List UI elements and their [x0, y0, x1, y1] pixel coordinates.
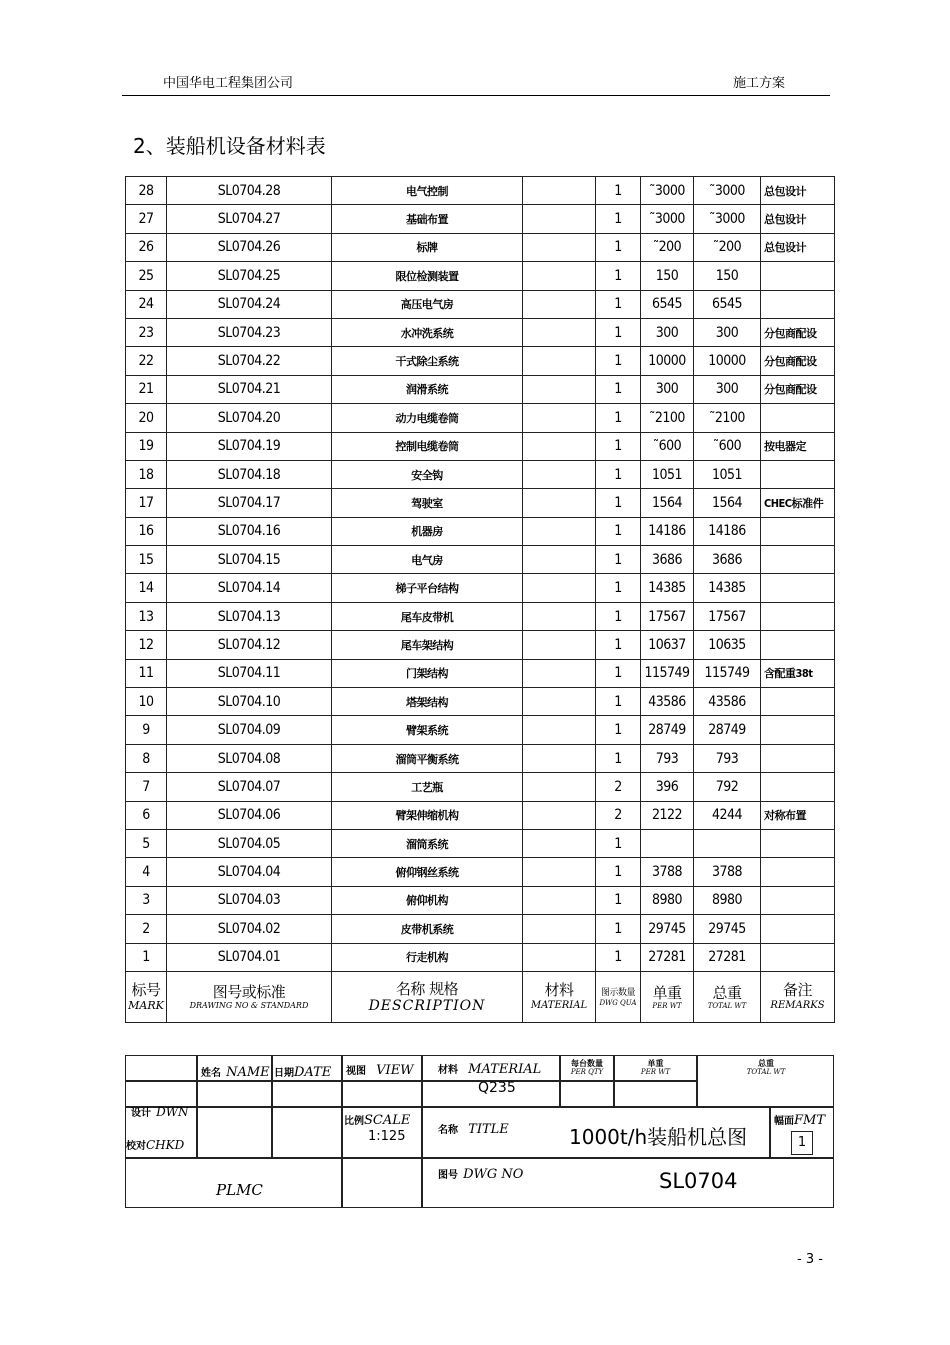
cell-qty: 1 — [596, 262, 641, 290]
tb-scale-value: 1:125 — [368, 1129, 406, 1144]
cell-material — [523, 631, 596, 659]
cell-total-weight: ˜600 — [694, 432, 761, 460]
cell-material — [523, 375, 596, 403]
cell-mark: 27 — [126, 205, 167, 233]
cell-remarks — [761, 716, 835, 744]
tb-line — [126, 1157, 833, 1159]
cell-remarks: 分包商配设 — [761, 375, 835, 403]
tb-view-label: 视图 VIEW — [346, 1063, 414, 1078]
cell-mark: 26 — [126, 233, 167, 261]
tb-line — [196, 1056, 198, 1157]
cell-qty: 1 — [596, 602, 641, 630]
cell-remarks: CHEC标准件 — [761, 489, 835, 517]
cell-total-weight: ˜3000 — [694, 177, 761, 205]
cell-drawing-no: SL0704.23 — [167, 318, 332, 346]
cell-mark: 14 — [126, 574, 167, 602]
cell-total-weight: 27281 — [694, 943, 761, 971]
cell-qty: 1 — [596, 432, 641, 460]
cell-drawing-no: SL0704.02 — [167, 915, 332, 943]
cell-total-weight: 115749 — [694, 659, 761, 687]
cell-remarks — [761, 631, 835, 659]
cell-mark: 11 — [126, 659, 167, 687]
cell-qty: 1 — [596, 347, 641, 375]
tb-title-label: 名称 TITLE — [438, 1122, 509, 1137]
cell-total-weight: 150 — [694, 262, 761, 290]
cell-mark: 6 — [126, 801, 167, 829]
cell-mark: 22 — [126, 347, 167, 375]
cell-drawing-no: SL0704.12 — [167, 631, 332, 659]
col-qty-header: 图示数量 DWG QUA — [596, 971, 641, 1022]
cell-description: 尾车架结构 — [332, 631, 523, 659]
cell-description: 控制电缆卷筒 — [332, 432, 523, 460]
cell-description: 溜筒平衡系统 — [332, 744, 523, 772]
table-row — [126, 177, 835, 205]
cell-description: 机器房 — [332, 517, 523, 545]
cell-drawing-no: SL0704.27 — [167, 205, 332, 233]
cell-qty: 1 — [596, 489, 641, 517]
tb-line — [421, 1056, 423, 1208]
cell-per-weight: 10000 — [641, 347, 694, 375]
cell-total-weight: 14186 — [694, 517, 761, 545]
cell-description: 干式除尘系统 — [332, 347, 523, 375]
cell-remarks — [761, 517, 835, 545]
table-row — [126, 517, 835, 545]
page-number: - 3 - — [797, 1252, 823, 1267]
cell-per-weight: 10637 — [641, 631, 694, 659]
cell-drawing-no: SL0704.07 — [167, 773, 332, 801]
cell-drawing-no: SL0704.04 — [167, 858, 332, 886]
cell-description: 梯子平台结构 — [332, 574, 523, 602]
tb-line — [341, 1056, 343, 1208]
cell-material — [523, 460, 596, 488]
cell-total-weight: 28749 — [694, 716, 761, 744]
cell-per-weight: ˜2100 — [641, 404, 694, 432]
tb-title-value: 1000t/h装船机总图 — [569, 1125, 748, 1149]
cell-total-weight — [694, 829, 761, 857]
cell-total-weight: ˜3000 — [694, 205, 761, 233]
column-header-row — [126, 971, 835, 1022]
table-row — [126, 943, 835, 971]
cell-per-weight: 14385 — [641, 574, 694, 602]
tb-company: PLMC — [216, 1181, 263, 1199]
cell-drawing-no: SL0704.09 — [167, 716, 332, 744]
cell-total-weight: 29745 — [694, 915, 761, 943]
table-row — [126, 858, 835, 886]
cell-total-weight: 17567 — [694, 602, 761, 630]
cell-description: 俯仰钢丝系统 — [332, 858, 523, 886]
cell-description: 驾驶室 — [332, 489, 523, 517]
cell-mark: 10 — [126, 688, 167, 716]
cell-qty: 1 — [596, 659, 641, 687]
cell-material — [523, 177, 596, 205]
section-title: 2、装船机设备材料表 — [133, 134, 326, 158]
header-rule — [122, 95, 830, 96]
cell-remarks — [761, 404, 835, 432]
cell-remarks — [761, 773, 835, 801]
cell-material — [523, 744, 596, 772]
cell-qty: 1 — [596, 318, 641, 346]
tb-material-label: 材料 MATERIAL — [438, 1062, 542, 1077]
cell-drawing-no: SL0704.11 — [167, 659, 332, 687]
cell-remarks — [761, 262, 835, 290]
cell-total-weight: 300 — [694, 375, 761, 403]
cell-remarks — [761, 744, 835, 772]
col-desc-header: 名称 规格 DESCRIPTION — [332, 971, 523, 1022]
cell-description: 工艺瓶 — [332, 773, 523, 801]
cell-drawing-no: SL0704.25 — [167, 262, 332, 290]
tb-line — [559, 1056, 561, 1106]
table-row — [126, 205, 835, 233]
cell-remarks — [761, 602, 835, 630]
cell-per-weight: 3788 — [641, 858, 694, 886]
cell-per-weight: 2122 — [641, 801, 694, 829]
tb-line — [696, 1056, 698, 1106]
cell-remarks — [761, 546, 835, 574]
cell-description: 门架结构 — [332, 659, 523, 687]
cell-qty: 1 — [596, 943, 641, 971]
cell-description: 高压电气房 — [332, 290, 523, 318]
table-row — [126, 290, 835, 318]
cell-description: 基础布置 — [332, 205, 523, 233]
cell-remarks: 分包商配设 — [761, 318, 835, 346]
cell-remarks: 对称布置 — [761, 801, 835, 829]
cell-material — [523, 318, 596, 346]
cell-mark: 1 — [126, 943, 167, 971]
cell-material — [523, 602, 596, 630]
cell-drawing-no: SL0704.01 — [167, 943, 332, 971]
cell-material — [523, 574, 596, 602]
cell-drawing-no: SL0704.20 — [167, 404, 332, 432]
cell-material — [523, 773, 596, 801]
table-row — [126, 659, 835, 687]
tb-scale-label: 比例SCALE — [344, 1113, 411, 1128]
cell-mark: 23 — [126, 318, 167, 346]
cell-total-weight: 6545 — [694, 290, 761, 318]
cell-per-weight: 300 — [641, 375, 694, 403]
cell-qty: 1 — [596, 858, 641, 886]
cell-total-weight: ˜2100 — [694, 404, 761, 432]
cell-description: 塔架结构 — [332, 688, 523, 716]
cell-mark: 20 — [126, 404, 167, 432]
table-row — [126, 262, 835, 290]
cell-mark: 18 — [126, 460, 167, 488]
cell-per-weight: 27281 — [641, 943, 694, 971]
cell-qty: 1 — [596, 404, 641, 432]
cell-total-weight: 1051 — [694, 460, 761, 488]
cell-total-weight: 43586 — [694, 688, 761, 716]
table-row — [126, 829, 835, 857]
table-row — [126, 432, 835, 460]
cell-remarks: 总包设计 — [761, 233, 835, 261]
cell-mark: 17 — [126, 489, 167, 517]
table-row — [126, 574, 835, 602]
table-row — [126, 347, 835, 375]
cell-qty: 1 — [596, 517, 641, 545]
table-row — [126, 688, 835, 716]
table-row — [126, 773, 835, 801]
cell-remarks: 总包设计 — [761, 205, 835, 233]
cell-description: 动力电缆卷筒 — [332, 404, 523, 432]
table-row — [126, 602, 835, 630]
cell-material — [523, 858, 596, 886]
cell-total-weight: 14385 — [694, 574, 761, 602]
header-company: 中国华电工程集团公司 — [163, 76, 294, 91]
cell-total-weight: 793 — [694, 744, 761, 772]
cell-material — [523, 347, 596, 375]
cell-qty: 1 — [596, 375, 641, 403]
cell-material — [523, 262, 596, 290]
cell-material — [523, 205, 596, 233]
cell-material — [523, 489, 596, 517]
cell-drawing-no: SL0704.03 — [167, 886, 332, 914]
cell-description: 行走机构 — [332, 943, 523, 971]
tb-fmt-value: 1 — [791, 1131, 813, 1155]
cell-mark: 25 — [126, 262, 167, 290]
cell-description: 限位检测装置 — [332, 262, 523, 290]
cell-qty: 1 — [596, 688, 641, 716]
tb-dwgno-label: 图号 DWG NO — [438, 1167, 524, 1182]
cell-description: 润滑系统 — [332, 375, 523, 403]
cell-per-weight: 150 — [641, 262, 694, 290]
cell-drawing-no: SL0704.06 — [167, 801, 332, 829]
cell-drawing-no: SL0704.28 — [167, 177, 332, 205]
cell-drawing-no: SL0704.10 — [167, 688, 332, 716]
cell-qty: 1 — [596, 460, 641, 488]
table-row — [126, 318, 835, 346]
cell-description: 水冲洗系统 — [332, 318, 523, 346]
cell-drawing-no: SL0704.08 — [167, 744, 332, 772]
tb-line — [769, 1106, 771, 1157]
tb-dwgno-value: SL0704 — [659, 1169, 738, 1193]
cell-material — [523, 716, 596, 744]
cell-mark: 9 — [126, 716, 167, 744]
cell-mark: 21 — [126, 375, 167, 403]
cell-description: 皮带机系统 — [332, 915, 523, 943]
cell-material — [523, 517, 596, 545]
cell-total-weight: 8980 — [694, 886, 761, 914]
col-total-header: 总重 TOTAL WT — [694, 971, 761, 1022]
tb-line — [613, 1056, 615, 1106]
tb-material-value: Q235 — [478, 1080, 516, 1096]
cell-material — [523, 688, 596, 716]
cell-mark: 12 — [126, 631, 167, 659]
cell-description: 俯仰机构 — [332, 886, 523, 914]
cell-drawing-no: SL0704.18 — [167, 460, 332, 488]
cell-remarks — [761, 460, 835, 488]
cell-remarks: 含配重38t — [761, 659, 835, 687]
cell-per-weight: 1051 — [641, 460, 694, 488]
cell-drawing-no: SL0704.05 — [167, 829, 332, 857]
table-row — [126, 404, 835, 432]
tb-total-label: 总重 TOTAL WT — [746, 1058, 786, 1076]
cell-drawing-no: SL0704.24 — [167, 290, 332, 318]
cell-total-weight: 10635 — [694, 631, 761, 659]
table-row — [126, 716, 835, 744]
cell-mark: 7 — [126, 773, 167, 801]
cell-qty: 1 — [596, 886, 641, 914]
cell-drawing-no: SL0704.19 — [167, 432, 332, 460]
table-row — [126, 460, 835, 488]
cell-material — [523, 546, 596, 574]
cell-description: 溜筒系统 — [332, 829, 523, 857]
cell-per-weight: 3686 — [641, 546, 694, 574]
cell-mark: 3 — [126, 886, 167, 914]
cell-drawing-no: SL0704.26 — [167, 233, 332, 261]
cell-per-weight: ˜600 — [641, 432, 694, 460]
cell-drawing-no: SL0704.17 — [167, 489, 332, 517]
table-row — [126, 744, 835, 772]
title-block — [125, 1055, 834, 1208]
cell-qty: 1 — [596, 574, 641, 602]
cell-drawing-no: SL0704.16 — [167, 517, 332, 545]
tb-per-label: 单重 PER WT — [640, 1058, 671, 1076]
tb-line — [271, 1056, 273, 1157]
cell-remarks — [761, 290, 835, 318]
cell-total-weight: 10000 — [694, 347, 761, 375]
tb-chkd-label: 校对CHKD — [126, 1138, 185, 1152]
cell-material — [523, 432, 596, 460]
cell-qty: 1 — [596, 744, 641, 772]
cell-total-weight: 4244 — [694, 801, 761, 829]
cell-qty: 1 — [596, 631, 641, 659]
cell-description: 安全钩 — [332, 460, 523, 488]
cell-remarks: 分包商配设 — [761, 347, 835, 375]
cell-mark: 24 — [126, 290, 167, 318]
table-row — [126, 233, 835, 261]
cell-remarks: 按电器定 — [761, 432, 835, 460]
cell-material — [523, 886, 596, 914]
table-row — [126, 489, 835, 517]
cell-per-weight: 43586 — [641, 688, 694, 716]
cell-qty: 1 — [596, 546, 641, 574]
cell-qty: 2 — [596, 773, 641, 801]
tb-unit-qty-label: 每台数量 PER QTY — [570, 1058, 604, 1076]
materials-table — [125, 176, 835, 1023]
cell-description: 臂架伸缩机构 — [332, 801, 523, 829]
cell-description: 臂架系统 — [332, 716, 523, 744]
cell-drawing-no: SL0704.15 — [167, 546, 332, 574]
cell-drawing-no: SL0704.22 — [167, 347, 332, 375]
cell-remarks — [761, 915, 835, 943]
cell-material — [523, 404, 596, 432]
cell-per-weight: ˜3000 — [641, 205, 694, 233]
cell-remarks — [761, 829, 835, 857]
cell-per-weight: 300 — [641, 318, 694, 346]
cell-remarks — [761, 688, 835, 716]
cell-qty: 1 — [596, 177, 641, 205]
cell-per-weight: 14186 — [641, 517, 694, 545]
cell-remarks — [761, 858, 835, 886]
table-row — [126, 375, 835, 403]
cell-mark: 8 — [126, 744, 167, 772]
cell-material — [523, 233, 596, 261]
table-row — [126, 801, 835, 829]
cell-qty: 1 — [596, 233, 641, 261]
cell-mark: 4 — [126, 858, 167, 886]
cell-description: 电气控制 — [332, 177, 523, 205]
cell-mark: 19 — [126, 432, 167, 460]
cell-material — [523, 801, 596, 829]
cell-per-weight: ˜200 — [641, 233, 694, 261]
cell-mark: 15 — [126, 546, 167, 574]
col-dwg-header: 图号或标准 DRAWING NO & STANDARD — [167, 971, 332, 1022]
cell-per-weight: 396 — [641, 773, 694, 801]
table-row — [126, 546, 835, 574]
cell-material — [523, 915, 596, 943]
cell-remarks: 总包设计 — [761, 177, 835, 205]
tb-line — [126, 1080, 696, 1082]
cell-per-weight: 115749 — [641, 659, 694, 687]
table-row — [126, 631, 835, 659]
cell-per-weight: ˜3000 — [641, 177, 694, 205]
cell-drawing-no: SL0704.21 — [167, 375, 332, 403]
cell-per-weight: 6545 — [641, 290, 694, 318]
cell-material — [523, 659, 596, 687]
cell-total-weight: 3788 — [694, 858, 761, 886]
cell-per-weight: 1564 — [641, 489, 694, 517]
cell-per-weight — [641, 829, 694, 857]
cell-total-weight: 792 — [694, 773, 761, 801]
cell-remarks — [761, 943, 835, 971]
tb-fmt-label: 幅面FMT — [774, 1113, 826, 1128]
cell-total-weight: 300 — [694, 318, 761, 346]
cell-mark: 16 — [126, 517, 167, 545]
cell-mark: 28 — [126, 177, 167, 205]
cell-mark: 13 — [126, 602, 167, 630]
cell-mark: 2 — [126, 915, 167, 943]
cell-per-weight: 17567 — [641, 602, 694, 630]
cell-per-weight: 793 — [641, 744, 694, 772]
cell-description: 电气房 — [332, 546, 523, 574]
cell-drawing-no: SL0704.14 — [167, 574, 332, 602]
cell-total-weight: 1564 — [694, 489, 761, 517]
cell-qty: 1 — [596, 915, 641, 943]
cell-total-weight: 3686 — [694, 546, 761, 574]
cell-qty: 1 — [596, 205, 641, 233]
table-row — [126, 915, 835, 943]
cell-mark: 5 — [126, 829, 167, 857]
cell-qty: 1 — [596, 716, 641, 744]
col-mark-header: 标号 MARK — [126, 971, 167, 1022]
cell-remarks — [761, 574, 835, 602]
cell-qty: 2 — [596, 801, 641, 829]
cell-remarks — [761, 886, 835, 914]
cell-total-weight: ˜200 — [694, 233, 761, 261]
cell-per-weight: 28749 — [641, 716, 694, 744]
col-per-header: 单重 PER WT — [641, 971, 694, 1022]
materials-table-body — [126, 177, 835, 972]
cell-per-weight: 29745 — [641, 915, 694, 943]
header-doc-type: 施工方案 — [733, 76, 786, 91]
table-row — [126, 886, 835, 914]
tb-dwn-label: 设计 DWN — [131, 1105, 189, 1119]
cell-material — [523, 943, 596, 971]
col-material-header: 材料 MATERIAL — [523, 971, 596, 1022]
cell-per-weight: 8980 — [641, 886, 694, 914]
cell-description: 标牌 — [332, 233, 523, 261]
cell-material — [523, 290, 596, 318]
cell-description: 尾车皮带机 — [332, 602, 523, 630]
cell-drawing-no: SL0704.13 — [167, 602, 332, 630]
tb-line — [341, 1106, 833, 1108]
cell-material — [523, 829, 596, 857]
cell-qty: 1 — [596, 829, 641, 857]
col-remarks-header: 备注 REMARKS — [761, 971, 835, 1022]
cell-qty: 1 — [596, 290, 641, 318]
tb-date-label: 日期DATE — [274, 1065, 332, 1080]
tb-name-label: 姓名 NAME — [201, 1065, 270, 1080]
